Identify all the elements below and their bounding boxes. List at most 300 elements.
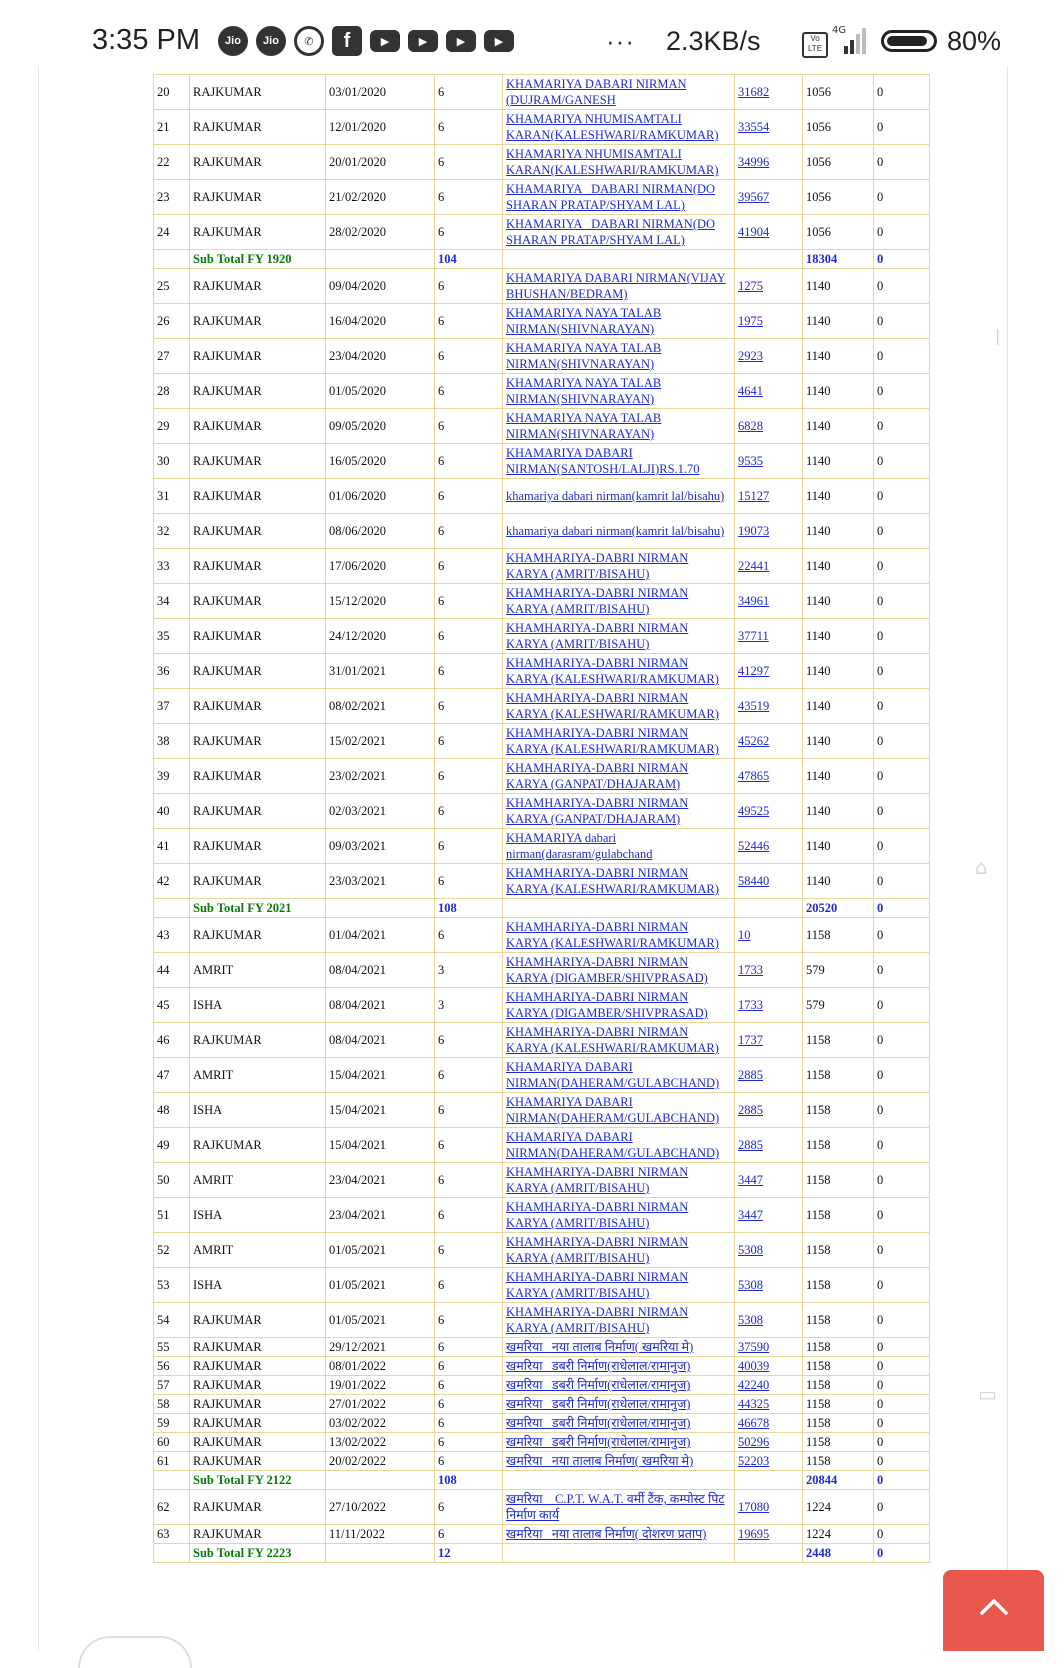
work-name-link[interactable]: KHAMHARIYA-DABRI NIRMAN KARYA (AMRIT/BISAHU) bbox=[506, 621, 689, 651]
muster-roll-number[interactable] bbox=[735, 269, 803, 304]
muster-roll-number[interactable] bbox=[735, 1433, 803, 1452]
subtotal-label: Sub Total FY 2021 bbox=[190, 899, 326, 918]
muster-date: 01/05/2021 bbox=[326, 1303, 435, 1338]
work-name-link[interactable]: KHAMARIYA NAYA TALAB NIRMAN(SHIVNARAYAN) bbox=[506, 341, 662, 371]
muster-roll-number[interactable] bbox=[735, 1198, 803, 1233]
days-worked: 6 bbox=[435, 759, 503, 794]
muster-roll-number[interactable] bbox=[735, 1357, 803, 1376]
work-name-link[interactable]: khamariya dabari nirman(kamrit lal/bisahu) bbox=[506, 524, 725, 538]
muster-roll-number-link[interactable]: 44325 bbox=[738, 1396, 770, 1411]
muster-roll-number-link[interactable]: 40039 bbox=[738, 1358, 770, 1373]
work-name[interactable] bbox=[503, 145, 735, 180]
table-row bbox=[154, 1198, 930, 1233]
muster-roll-number[interactable] bbox=[735, 1395, 803, 1414]
work-name-link[interactable]: खमरिया_ डबरी निर्माण(राधेलाल/रामानुज) bbox=[506, 1359, 691, 1373]
work-name-link[interactable]: KHAMHARIYA-DABRI NIRMAN KARYA (KALESHWARI/RAMKUMAR) bbox=[506, 866, 719, 896]
subtotal-amount: 20520 bbox=[803, 899, 874, 918]
work-name-link[interactable]: KHAMHARIYA-DABRI NIRMAN KARYA (DIGAMBER/SHIVPRASAD) bbox=[506, 955, 708, 985]
muster-roll-number[interactable] bbox=[735, 794, 803, 829]
muster-roll-number[interactable] bbox=[735, 1128, 803, 1163]
table-row bbox=[154, 549, 930, 584]
muster-roll-number-link[interactable]: 22441 bbox=[738, 558, 770, 573]
signal-icon bbox=[830, 22, 868, 56]
wage-amount: 1140 bbox=[803, 794, 874, 829]
table-row bbox=[154, 953, 930, 988]
serial-number: 57 bbox=[154, 1376, 190, 1395]
days-worked: 6 bbox=[435, 1128, 503, 1163]
muster-date: 15/02/2021 bbox=[326, 724, 435, 759]
work-name[interactable] bbox=[503, 1093, 735, 1128]
serial-number: 30 bbox=[154, 444, 190, 479]
work-name[interactable] bbox=[503, 110, 735, 145]
extra-amount: 0 bbox=[874, 145, 930, 180]
days-worked: 6 bbox=[435, 180, 503, 215]
muster-roll-number-link[interactable]: 3447 bbox=[738, 1207, 763, 1222]
work-name[interactable] bbox=[503, 180, 735, 215]
work-name[interactable] bbox=[503, 654, 735, 689]
work-name[interactable] bbox=[503, 794, 735, 829]
table-row bbox=[154, 75, 930, 110]
empty-cell bbox=[735, 250, 803, 269]
table-row bbox=[154, 864, 930, 899]
work-name-link[interactable]: KHAMARIYA NAYA TALAB NIRMAN(SHIVNARAYAN) bbox=[506, 306, 662, 336]
subtotal-days: 104 bbox=[435, 250, 503, 269]
muster-roll-number-link[interactable]: 52203 bbox=[738, 1453, 770, 1468]
wage-amount: 1224 bbox=[803, 1525, 874, 1544]
work-name[interactable] bbox=[503, 444, 735, 479]
wage-amount: 1140 bbox=[803, 549, 874, 584]
days-worked: 6 bbox=[435, 75, 503, 110]
work-name[interactable] bbox=[503, 1395, 735, 1414]
muster-roll-number[interactable] bbox=[735, 215, 803, 250]
work-name-link[interactable]: KHAMHARIYA-DABRI NIRMAN KARYA (AMRIT/BISAHU) bbox=[506, 1270, 689, 1300]
muster-roll-number-link[interactable]: 58440 bbox=[738, 873, 770, 888]
worker-name: RAJKUMAR bbox=[190, 864, 326, 899]
extra-amount: 0 bbox=[874, 619, 930, 654]
work-name[interactable] bbox=[503, 689, 735, 724]
muster-roll-number-link[interactable]: 2923 bbox=[738, 348, 763, 363]
muster-date: 23/04/2020 bbox=[326, 339, 435, 374]
days-worked: 6 bbox=[435, 304, 503, 339]
extra-amount: 0 bbox=[874, 180, 930, 215]
work-name-link[interactable]: KHAMHARIYA-DABRI NIRMAN KARYA (GANPAT/DHAJARAM) bbox=[506, 761, 689, 791]
work-name-link[interactable]: KHAMARIYA DABARI NIRMAN(DAHERAM/GULABCHAND) bbox=[506, 1095, 720, 1125]
serial-number: 61 bbox=[154, 1452, 190, 1471]
muster-roll-number-link[interactable]: 33554 bbox=[738, 119, 770, 134]
muster-date: 19/01/2022 bbox=[326, 1376, 435, 1395]
work-name[interactable] bbox=[503, 1357, 735, 1376]
muster-roll-number-link[interactable]: 49525 bbox=[738, 803, 770, 818]
work-name[interactable] bbox=[503, 953, 735, 988]
muster-roll-number[interactable] bbox=[735, 479, 803, 514]
work-name-link[interactable]: KHAMARIYA DABARI NIRMAN(DAHERAM/GULABCHAND) bbox=[506, 1130, 720, 1160]
days-worked: 6 bbox=[435, 145, 503, 180]
muster-roll-number-link[interactable]: 4641 bbox=[738, 383, 763, 398]
muster-date: 08/01/2022 bbox=[326, 1357, 435, 1376]
table-row bbox=[154, 1490, 930, 1525]
work-name-link[interactable]: खमरिया _ C.P.T. W.A.T. वर्मी टैंक, कम्पोस्ट पिट निर्माण कार्य bbox=[506, 1492, 725, 1522]
wage-amount: 1140 bbox=[803, 514, 874, 549]
muster-roll-number[interactable] bbox=[735, 1233, 803, 1268]
muster-roll-number[interactable] bbox=[735, 584, 803, 619]
work-name-link[interactable]: खमरिया_ डबरी निर्माण(राधेलाल/रामानुज) bbox=[506, 1435, 691, 1449]
work-name-link[interactable]: KHAMHARIYA-DABRI NIRMAN KARYA (KALESHWARI/RAMKUMAR) bbox=[506, 656, 719, 686]
muster-roll-number[interactable] bbox=[735, 918, 803, 953]
serial-number: 29 bbox=[154, 409, 190, 444]
muster-roll-number-link[interactable]: 34996 bbox=[738, 154, 770, 169]
muster-roll-number-link[interactable]: 19695 bbox=[738, 1526, 770, 1541]
subtotal-label: Sub Total FY 2223 bbox=[190, 1544, 326, 1563]
work-name[interactable] bbox=[503, 1163, 735, 1198]
work-name[interactable] bbox=[503, 514, 735, 549]
table-row bbox=[154, 374, 930, 409]
wage-amount: 1158 bbox=[803, 1303, 874, 1338]
days-worked: 6 bbox=[435, 514, 503, 549]
days-worked: 6 bbox=[435, 215, 503, 250]
muster-roll-number[interactable] bbox=[735, 1414, 803, 1433]
muster-roll-number-link[interactable]: 1737 bbox=[738, 1032, 763, 1047]
work-name-link[interactable]: खमरिया_ नया तालाब निर्माण( खमरिया मे) bbox=[506, 1454, 694, 1468]
muster-roll-number-link[interactable]: 1275 bbox=[738, 278, 763, 293]
work-name[interactable] bbox=[503, 1414, 735, 1433]
muster-roll-number-link[interactable]: 10 bbox=[738, 927, 751, 942]
extra-amount: 0 bbox=[874, 1093, 930, 1128]
work-name-link[interactable]: KHAMHARIYA-DABRI NIRMAN KARYA (AMRIT/BISAHU) bbox=[506, 1200, 689, 1230]
days-worked: 6 bbox=[435, 1376, 503, 1395]
work-name[interactable] bbox=[503, 1525, 735, 1544]
worker-name: AMRIT bbox=[190, 1163, 326, 1198]
work-name-link[interactable]: KHAMARIYA DABARI NIRMAN(SANTOSH/LALJI)RS.1.70 bbox=[506, 446, 700, 476]
work-name-link[interactable]: KHAMARIYA dabari nirman(darasram/gulabchand bbox=[506, 831, 653, 861]
work-name[interactable] bbox=[503, 549, 735, 584]
work-name-link[interactable]: खमरिया_ नया तालाब निर्माण( दोशरण प्रताप) bbox=[506, 1527, 707, 1541]
subtotal-days: 108 bbox=[435, 1471, 503, 1490]
work-name[interactable] bbox=[503, 619, 735, 654]
worker-name: RAJKUMAR bbox=[190, 444, 326, 479]
days-worked: 6 bbox=[435, 829, 503, 864]
work-name[interactable] bbox=[503, 864, 735, 899]
work-name-link[interactable]: खमरिया_ डबरी निर्माण(राधेलाल/रामानुज) bbox=[506, 1378, 691, 1392]
worker-name: RAJKUMAR bbox=[190, 1490, 326, 1525]
empty-cell bbox=[503, 1471, 735, 1490]
worker-name: RAJKUMAR bbox=[190, 918, 326, 953]
jio-icon: Jio bbox=[256, 26, 286, 56]
days-worked: 6 bbox=[435, 339, 503, 374]
muster-roll-number[interactable] bbox=[735, 514, 803, 549]
days-worked: 6 bbox=[435, 1198, 503, 1233]
work-name[interactable] bbox=[503, 215, 735, 250]
muster-roll-number[interactable] bbox=[735, 724, 803, 759]
wage-amount: 1158 bbox=[803, 918, 874, 953]
muster-date: 12/01/2020 bbox=[326, 110, 435, 145]
work-name[interactable] bbox=[503, 304, 735, 339]
work-name[interactable] bbox=[503, 1023, 735, 1058]
subtotal-row bbox=[154, 899, 930, 918]
work-name[interactable] bbox=[503, 374, 735, 409]
days-worked: 6 bbox=[435, 794, 503, 829]
muster-roll-number[interactable] bbox=[735, 619, 803, 654]
work-name[interactable] bbox=[503, 1303, 735, 1338]
days-worked: 6 bbox=[435, 1414, 503, 1433]
empty-cell bbox=[154, 1544, 190, 1563]
muster-roll-number-link[interactable]: 41297 bbox=[738, 663, 770, 678]
muster-roll-number[interactable] bbox=[735, 1268, 803, 1303]
worker-name: RAJKUMAR bbox=[190, 654, 326, 689]
work-name[interactable] bbox=[503, 724, 735, 759]
empty-cell bbox=[154, 899, 190, 918]
days-worked: 6 bbox=[435, 1490, 503, 1525]
work-name[interactable] bbox=[503, 1058, 735, 1093]
days-worked: 6 bbox=[435, 269, 503, 304]
muster-roll-number[interactable] bbox=[735, 145, 803, 180]
empty-cell bbox=[326, 1544, 435, 1563]
muster-roll-number-link[interactable]: 5308 bbox=[738, 1312, 763, 1327]
work-name[interactable] bbox=[503, 1433, 735, 1452]
muster-roll-number[interactable] bbox=[735, 1338, 803, 1357]
work-name-link[interactable]: KHAMARIYA NHUMISAMTALI KARAN(KALESHWARI/RAMKUMAR) bbox=[506, 147, 719, 177]
work-name[interactable] bbox=[503, 1268, 735, 1303]
muster-roll-number-link[interactable]: 9535 bbox=[738, 453, 763, 468]
muster-roll-number-link[interactable]: 46678 bbox=[738, 1415, 770, 1430]
wage-amount: 1158 bbox=[803, 1128, 874, 1163]
muster-roll-number[interactable] bbox=[735, 444, 803, 479]
muster-date: 01/06/2020 bbox=[326, 479, 435, 514]
muster-roll-number-link[interactable]: 50296 bbox=[738, 1434, 770, 1449]
muster-roll-number[interactable] bbox=[735, 75, 803, 110]
muster-roll-number[interactable] bbox=[735, 953, 803, 988]
work-name-link[interactable]: KHAMARIYA DABARI NIRMAN(VIJAY BHUSHAN/BEDRAM) bbox=[506, 271, 726, 301]
muster-roll-number-link[interactable]: 42240 bbox=[738, 1377, 770, 1392]
muster-roll-number-link[interactable]: 6828 bbox=[738, 418, 763, 433]
muster-date: 09/04/2020 bbox=[326, 269, 435, 304]
work-name[interactable] bbox=[503, 584, 735, 619]
muster-roll-number[interactable] bbox=[735, 988, 803, 1023]
work-name[interactable] bbox=[503, 409, 735, 444]
table-row bbox=[154, 514, 930, 549]
wage-amount: 1140 bbox=[803, 479, 874, 514]
muster-roll-number-link[interactable]: 45262 bbox=[738, 733, 770, 748]
muster-roll-number-link[interactable]: 1975 bbox=[738, 313, 763, 328]
wage-amount: 1158 bbox=[803, 1233, 874, 1268]
muster-roll-number-link[interactable]: 43519 bbox=[738, 698, 770, 713]
muster-roll-number-link[interactable]: 17080 bbox=[738, 1499, 770, 1514]
worker-name: AMRIT bbox=[190, 1058, 326, 1093]
muster-roll-number[interactable] bbox=[735, 549, 803, 584]
work-name[interactable] bbox=[503, 1376, 735, 1395]
work-name-link[interactable]: खमरिया_ नया तालाब निर्माण( खमरिया मे) bbox=[506, 1340, 694, 1354]
empty-cell bbox=[735, 1544, 803, 1563]
muster-roll-number-link[interactable]: 37590 bbox=[738, 1339, 770, 1354]
muster-roll-number[interactable] bbox=[735, 1490, 803, 1525]
muster-roll-number[interactable] bbox=[735, 339, 803, 374]
work-name-link[interactable]: khamariya dabari nirman(kamrit lal/bisahu) bbox=[506, 489, 725, 503]
muster-roll-number-link[interactable]: 5308 bbox=[738, 1242, 763, 1257]
work-name[interactable] bbox=[503, 1338, 735, 1357]
work-name[interactable] bbox=[503, 759, 735, 794]
table-row bbox=[154, 829, 930, 864]
muster-roll-number-link[interactable]: 39567 bbox=[738, 189, 770, 204]
worker-name: RAJKUMAR bbox=[190, 1357, 326, 1376]
muster-roll-number[interactable] bbox=[735, 759, 803, 794]
muster-roll-number-link[interactable]: 41904 bbox=[738, 224, 770, 239]
subtotal-amount: 20844 bbox=[803, 1471, 874, 1490]
muster-roll-number-link[interactable]: 31682 bbox=[738, 84, 770, 99]
work-name[interactable] bbox=[503, 918, 735, 953]
work-name[interactable] bbox=[503, 1452, 735, 1471]
muster-roll-number-link[interactable]: 19073 bbox=[738, 523, 770, 538]
muster-roll-number-link[interactable]: 1733 bbox=[738, 962, 763, 977]
work-name-link[interactable]: KHAMHARIYA-DABRI NIRMAN KARYA (KALESHWARI/RAMKUMAR) bbox=[506, 920, 719, 950]
work-name-link[interactable]: KHAMHARIYA-DABRI NIRMAN KARYA (AMRIT/BISAHU) bbox=[506, 1305, 689, 1335]
work-name[interactable] bbox=[503, 1233, 735, 1268]
work-name-link[interactable]: KHAMHARIYA-DABRI NIRMAN KARYA (AMRIT/BISAHU) bbox=[506, 586, 689, 616]
muster-roll-number-link[interactable]: 5308 bbox=[738, 1277, 763, 1292]
wage-amount: 1140 bbox=[803, 339, 874, 374]
work-name-link[interactable]: KHAMARIYA NHUMISAMTALI KARAN(KALESHWARI/RAMKUMAR) bbox=[506, 112, 719, 142]
muster-roll-number-link[interactable]: 34961 bbox=[738, 593, 770, 608]
muster-roll-number[interactable] bbox=[735, 1452, 803, 1471]
table-row bbox=[154, 1338, 930, 1357]
work-name[interactable] bbox=[503, 1490, 735, 1525]
muster-roll-number[interactable] bbox=[735, 110, 803, 145]
muster-roll-number[interactable] bbox=[735, 1525, 803, 1544]
serial-number: 54 bbox=[154, 1303, 190, 1338]
serial-number: 52 bbox=[154, 1233, 190, 1268]
muster-roll-number[interactable] bbox=[735, 1376, 803, 1395]
worker-name: RAJKUMAR bbox=[190, 180, 326, 215]
work-name-link[interactable]: खमरिया_ डबरी निर्माण(राधेलाल/रामानुज) bbox=[506, 1416, 691, 1430]
wage-amount: 1158 bbox=[803, 1414, 874, 1433]
facebook-icon: f bbox=[332, 26, 362, 56]
serial-number: 25 bbox=[154, 269, 190, 304]
subtotal-amount: 2448 bbox=[803, 1544, 874, 1563]
muster-roll-number[interactable] bbox=[735, 654, 803, 689]
muster-roll-number[interactable] bbox=[735, 1303, 803, 1338]
days-worked: 6 bbox=[435, 1163, 503, 1198]
wage-amount: 1158 bbox=[803, 1452, 874, 1471]
youtube-icon: ▶ bbox=[370, 30, 400, 52]
muster-roll-number[interactable] bbox=[735, 1163, 803, 1198]
wage-amount: 1056 bbox=[803, 145, 874, 180]
serial-number: 21 bbox=[154, 110, 190, 145]
muster-roll-number-link[interactable]: 3447 bbox=[738, 1172, 763, 1187]
work-name-link[interactable]: KHAMHARIYA-DABRI NIRMAN KARYA (DIGAMBER/SHIVPRASAD) bbox=[506, 990, 708, 1020]
empty-cell bbox=[154, 1471, 190, 1490]
table-row bbox=[154, 1023, 930, 1058]
work-name-link[interactable]: KHAMHARIYA-DABRI NIRMAN KARYA (KALESHWARI/RAMKUMAR) bbox=[506, 691, 719, 721]
work-name[interactable] bbox=[503, 339, 735, 374]
work-name-link[interactable]: KHAMHARIYA-DABRI NIRMAN KARYA (AMRIT/BISAHU) bbox=[506, 1165, 689, 1195]
serial-number: 46 bbox=[154, 1023, 190, 1058]
muster-roll-number[interactable] bbox=[735, 304, 803, 339]
muster-roll-number[interactable] bbox=[735, 1093, 803, 1128]
work-name[interactable] bbox=[503, 269, 735, 304]
work-name-link[interactable]: KHAMHARIYA-DABRI NIRMAN KARYA (KALESHWARI/RAMKUMAR) bbox=[506, 1025, 719, 1055]
serial-number: 60 bbox=[154, 1433, 190, 1452]
muster-roll-number-link[interactable]: 37711 bbox=[738, 628, 769, 643]
table-row bbox=[154, 110, 930, 145]
muster-roll-number[interactable] bbox=[735, 1023, 803, 1058]
work-name[interactable] bbox=[503, 829, 735, 864]
work-name-link[interactable]: KHAMARIYA NAYA TALAB NIRMAN(SHIVNARAYAN) bbox=[506, 411, 662, 441]
table-body bbox=[154, 75, 930, 1563]
muster-roll-number[interactable] bbox=[735, 689, 803, 724]
work-name-link[interactable]: KHAMARIYA _DABARI NIRMAN(DO SHARAN PRATAP/SHYAM LAL) bbox=[506, 182, 716, 212]
work-name[interactable] bbox=[503, 1198, 735, 1233]
work-name-link[interactable]: KHAMHARIYA-DABRI NIRMAN KARYA (AMRIT/BISAHU) bbox=[506, 1235, 689, 1265]
table-row bbox=[154, 479, 930, 514]
subtotal-extra: 0 bbox=[874, 250, 930, 269]
muster-date: 27/01/2022 bbox=[326, 1395, 435, 1414]
muster-roll-number[interactable] bbox=[735, 864, 803, 899]
worker-name: RAJKUMAR bbox=[190, 1414, 326, 1433]
muster-date: 23/04/2021 bbox=[326, 1198, 435, 1233]
table-row bbox=[154, 409, 930, 444]
days-worked: 6 bbox=[435, 654, 503, 689]
work-name-link[interactable]: KHAMARIYA DABARI NIRMAN (DUJRAM/GANESH bbox=[506, 77, 687, 107]
muster-roll-number[interactable] bbox=[735, 1058, 803, 1093]
scroll-to-top-button[interactable] bbox=[943, 1570, 1044, 1651]
muster-roll-number[interactable] bbox=[735, 374, 803, 409]
muster-roll-number-link[interactable]: 15127 bbox=[738, 488, 770, 503]
subtotal-amount: 18304 bbox=[803, 250, 874, 269]
worker-name: RAJKUMAR bbox=[190, 689, 326, 724]
work-name-link[interactable]: KHAMHARIYA-DABRI NIRMAN KARYA (KALESHWARI/RAMKUMAR) bbox=[506, 726, 719, 756]
muster-roll-number-link[interactable]: 2885 bbox=[738, 1137, 763, 1152]
extra-amount: 0 bbox=[874, 953, 930, 988]
muster-date: 23/04/2021 bbox=[326, 1163, 435, 1198]
work-name[interactable] bbox=[503, 988, 735, 1023]
work-name[interactable] bbox=[503, 1128, 735, 1163]
muster-date: 09/03/2021 bbox=[326, 829, 435, 864]
worker-name: RAJKUMAR bbox=[190, 1303, 326, 1338]
table-row bbox=[154, 759, 930, 794]
work-name-link[interactable]: KHAMHARIYA-DABRI NIRMAN KARYA (AMRIT/BISAHU) bbox=[506, 551, 689, 581]
work-name-link[interactable]: खमरिया_ डबरी निर्माण(राधेलाल/रामानुज) bbox=[506, 1397, 691, 1411]
muster-roll-number-link[interactable]: 52446 bbox=[738, 838, 770, 853]
wage-amount: 1056 bbox=[803, 75, 874, 110]
work-name-link[interactable]: KHAMARIYA NAYA TALAB NIRMAN(SHIVNARAYAN) bbox=[506, 376, 662, 406]
home-gesture-arc bbox=[78, 1636, 192, 1668]
wage-amount: 579 bbox=[803, 953, 874, 988]
extra-amount: 0 bbox=[874, 479, 930, 514]
wage-amount: 1140 bbox=[803, 619, 874, 654]
serial-number: 33 bbox=[154, 549, 190, 584]
muster-roll-number-link[interactable]: 47865 bbox=[738, 768, 770, 783]
worker-name: ISHA bbox=[190, 1198, 326, 1233]
muster-roll-number[interactable] bbox=[735, 829, 803, 864]
muster-roll-number-link[interactable]: 2885 bbox=[738, 1102, 763, 1117]
muster-roll-number-link[interactable]: 1733 bbox=[738, 997, 763, 1012]
days-worked: 6 bbox=[435, 1433, 503, 1452]
subtotal-label: Sub Total FY 2122 bbox=[190, 1471, 326, 1490]
work-name-link[interactable]: KHAMHARIYA-DABRI NIRMAN KARYA (GANPAT/DHAJARAM) bbox=[506, 796, 689, 826]
muster-roll-number-link[interactable]: 2885 bbox=[738, 1067, 763, 1082]
work-name-link[interactable]: KHAMARIYA DABARI NIRMAN(DAHERAM/GULABCHAND) bbox=[506, 1060, 720, 1090]
muster-roll-number[interactable] bbox=[735, 180, 803, 215]
muster-date: 03/02/2022 bbox=[326, 1414, 435, 1433]
muster-date: 23/02/2021 bbox=[326, 759, 435, 794]
wage-amount: 1158 bbox=[803, 1163, 874, 1198]
muster-date: 16/05/2020 bbox=[326, 444, 435, 479]
work-name[interactable] bbox=[503, 479, 735, 514]
work-name-link[interactable]: KHAMARIYA _DABARI NIRMAN(DO SHARAN PRATAP/SHYAM LAL) bbox=[506, 217, 716, 247]
muster-roll-number[interactable] bbox=[735, 409, 803, 444]
work-name[interactable] bbox=[503, 75, 735, 110]
muster-date: 01/05/2020 bbox=[326, 374, 435, 409]
youtube-icon: ▶ bbox=[408, 30, 438, 52]
wage-amount: 1056 bbox=[803, 215, 874, 250]
